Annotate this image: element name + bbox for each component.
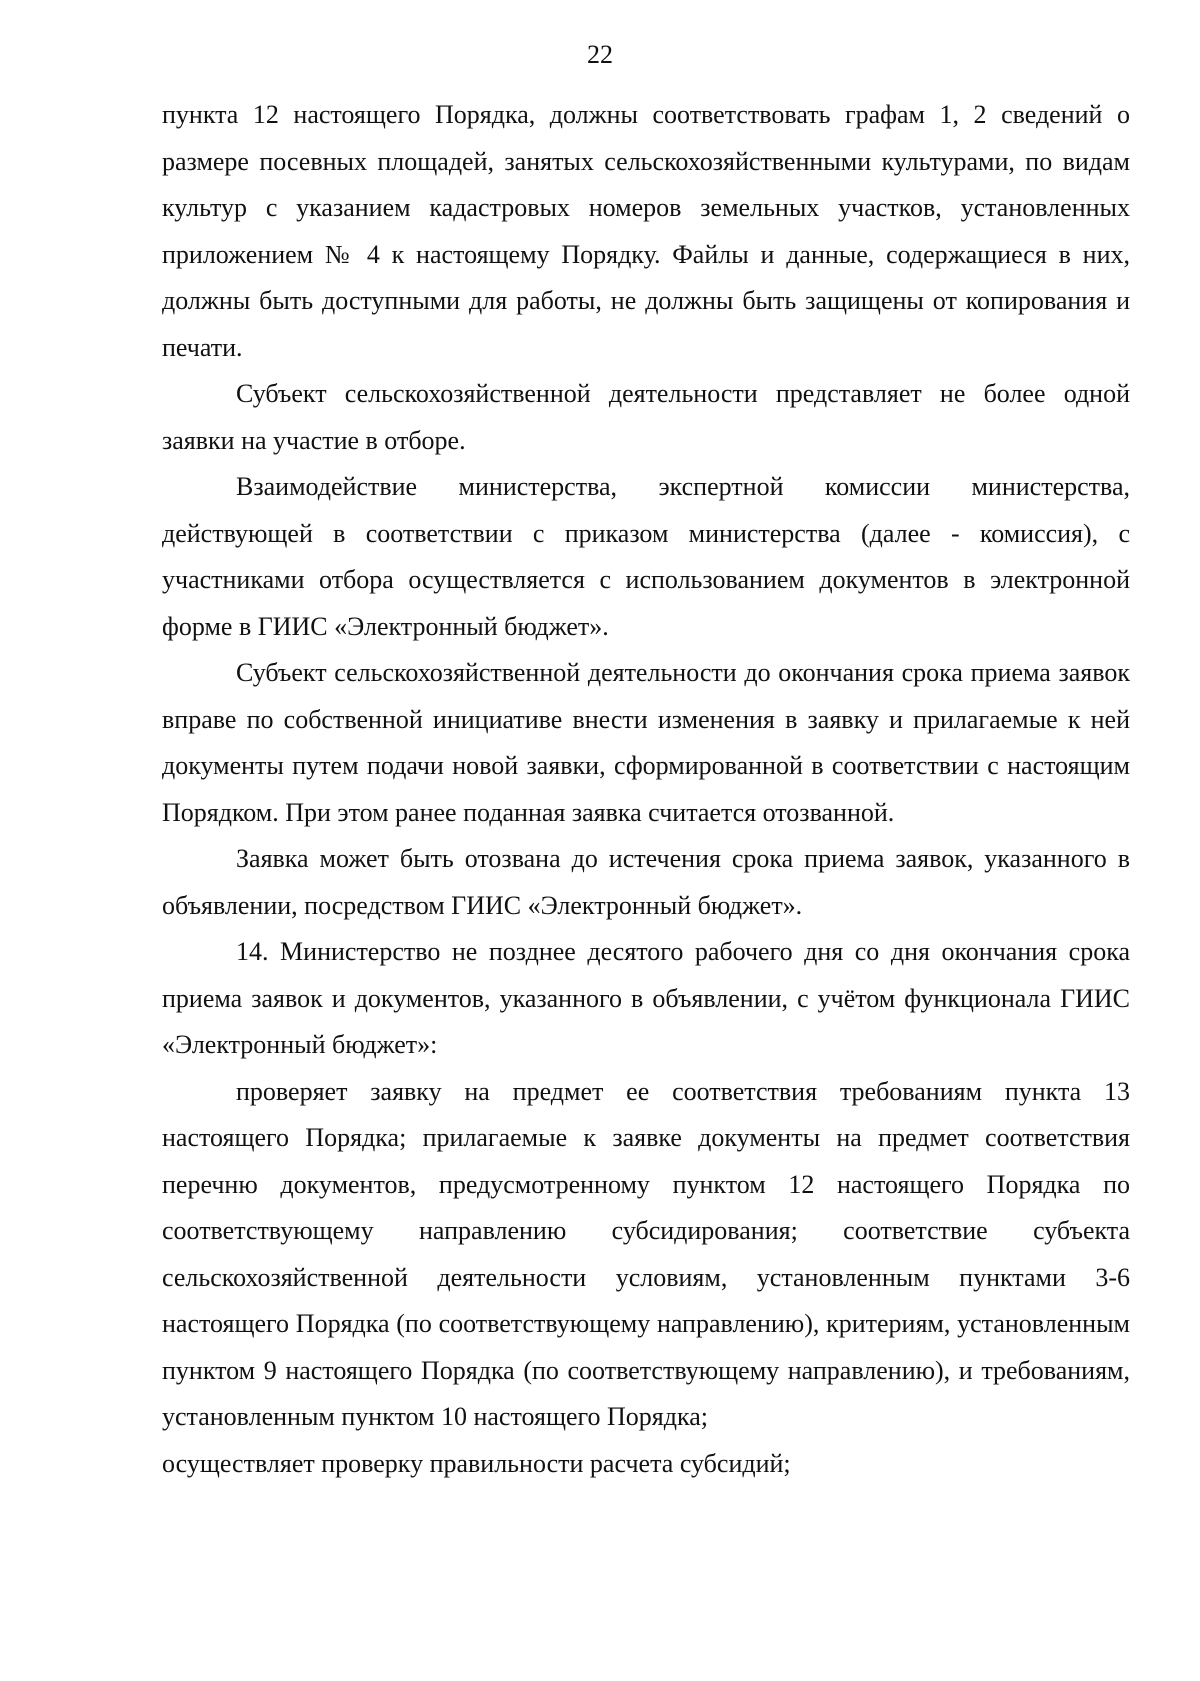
paragraph-checks-application: проверяет заявку на предмет ее соответствия требованиям пункта 13 настоящего Порядка; прилагаемые к заявке документы на предмет соответствия перечню документов, предусмотренному пунктом 12 настоящего Порядка по соответствующему направлению субсидирования; соответствие субъекта сельскохозяйственной деятельности условиям, установленным пунктами 3-6 настоящего Порядка (по соответствующему направлению), критериям, установленным пунктом 9 настоящего Порядка (по соответствующему направлению), и требованиям, установленным пунктом 10 настоящего Порядка;	[162, 1076, 1130, 1431]
paragraph-interaction: Взаимодействие министерства, экспертной комиссии министерства, действующей в соответствии с приказом министерства (далее - комиссия), с участниками отбора осуществляется с использованием документов в электронной форме в ГИИС «Электронный бюджет».	[162, 472, 1130, 641]
paragraph-single-application: Субъект сельскохозяйственной деятельности представляет не более одной заявки на участие в отборе.	[162, 379, 1130, 455]
paragraph-continuation: пункта 12 настоящего Порядка, должны соответствовать графам 1, 2 сведений о размере посевных площадей, занятых сельскохозяйственными культурами, по видам культур с указанием кадастровых номеров земельных участков, установленных приложением № 4 к настоящему Порядку. Файлы и данные, содержащиеся в них, должны быть доступными для работы, не должны быть защищены от копирования и печати.	[162, 100, 1130, 362]
paragraph-application-changes: Субъект сельскохозяйственной деятельности до окончания срока приема заявок вправе по собственной инициативе внести изменения в заявку и прилагаемые к ней документы путем подачи новой заявки, сформированной в соответствии с настоящим Порядком. При этом ранее поданная заявка считается отозванной.	[162, 658, 1130, 827]
page-number: 22	[587, 40, 613, 69]
paragraph-subsidy-calculation-check: осуществляет проверку правильности расчета субсидий;	[162, 1448, 791, 1478]
paragraph-item-14: 14. Министерство не позднее десятого рабочего дня со дня окончания срока приема заявок и документов, указанного в объявлении, с учётом функционала ГИИС «Электронный бюджет»:	[162, 937, 1130, 1059]
document-body	[162, 92, 1130, 1487]
paragraph-application-withdrawal: Заявка может быть отозвана до истечения срока приема заявок, указанного в объявлении, посредством ГИИС «Электронный бюджет».	[162, 844, 1130, 920]
